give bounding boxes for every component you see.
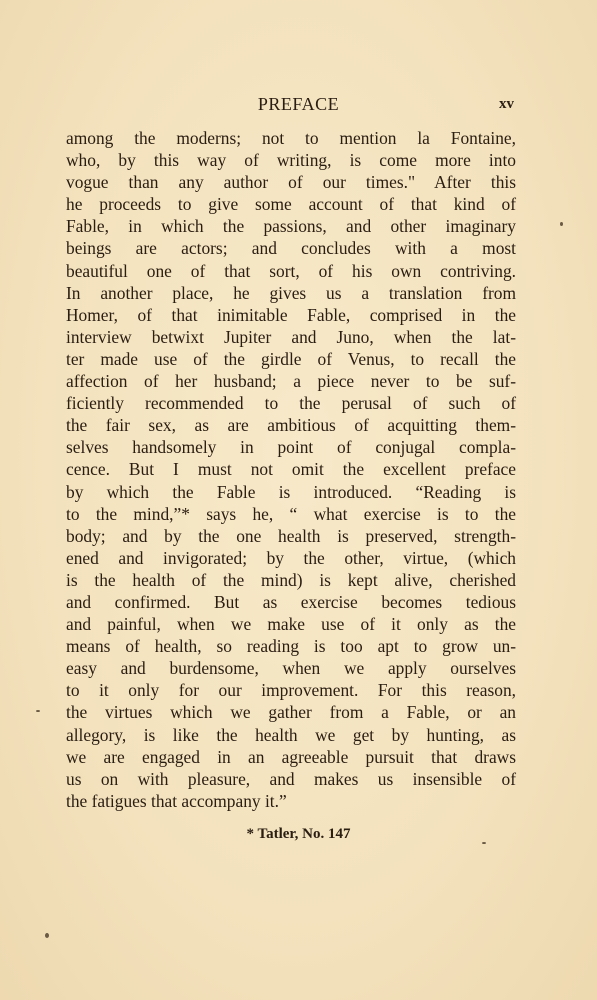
footnote: * Tatler, No. 147 [246,826,351,842]
text-line: he proceeds to give some account of that kind of [66,194,516,215]
text-line: the fair sex, as are ambitious of acquitting them- [66,415,516,436]
text-line: interview betwixt Jupiter and Juno, when the lat- [66,326,516,347]
text-line: selves handsomely in point of conjugal compla- [66,437,516,458]
text-line: beings are actors; and concludes with a most [66,238,516,259]
text-line: and confirmed. But as exercise becomes tedious [66,591,516,612]
page-header [0,94,597,116]
text-line: allegory, is like the health we get by hunting, as [66,724,516,745]
text-line: us on with pleasure, and makes us insensible of [66,768,516,789]
paper-speck [560,222,563,226]
text-line: ened and invigorated; by the other, virtue, (which [66,547,516,568]
paper-speck [482,842,486,844]
text-line: Fable, in which the passions, and other imaginary [66,216,516,237]
text-line: ficiently recommended to the perusal of such of [66,393,516,414]
paper-speck [45,933,49,938]
text-line: and painful, when we make use of it only as the [66,614,516,635]
text-line: to it only for our improvement. For this reason, [66,680,516,701]
paper-speck [36,710,40,712]
text-line: easy and burdensome, when we apply ourselves [66,658,516,679]
text-line: the fatigues that accompany it.” [66,790,287,811]
text-line: who, by this way of writing, is come more into [66,150,516,171]
text-line: Homer, of that inimitable Fable, comprised in the [66,304,516,325]
text-line: means of health, so reading is too apt to grow un- [66,636,516,657]
text-line: vogue than any author of our times." After this [66,172,516,193]
running-head: PREFACE [257,94,340,114]
text-line: In another place, he gives us a translation from [66,282,516,303]
text-line: the virtues which we gather from a Fable, or an [66,702,516,723]
text-line: we are engaged in an agreeable pursuit that draws [66,746,516,767]
text-line: to the mind,”* says he, “ what exercise is to the [66,503,516,524]
body-text [66,127,516,812]
page-number: xv [499,96,514,112]
text-line: is the health of the mind) is kept alive, cherished [66,569,516,590]
text-line: body; and by the one health is preserved, strength- [66,525,516,546]
text-line: beautiful one of that sort, of his own contriving. [66,260,516,281]
text-line: affection of her husband; a piece never to be suf- [66,371,516,392]
text-line: cence. But I must not omit the excellent preface [66,459,516,480]
text-line: by which the Fable is introduced. “Reading is [66,481,516,502]
text-line: ter made use of the girdle of Venus, to recall the [66,348,516,369]
text-line: among the moderns; not to mention la Fontaine, [66,128,516,148]
